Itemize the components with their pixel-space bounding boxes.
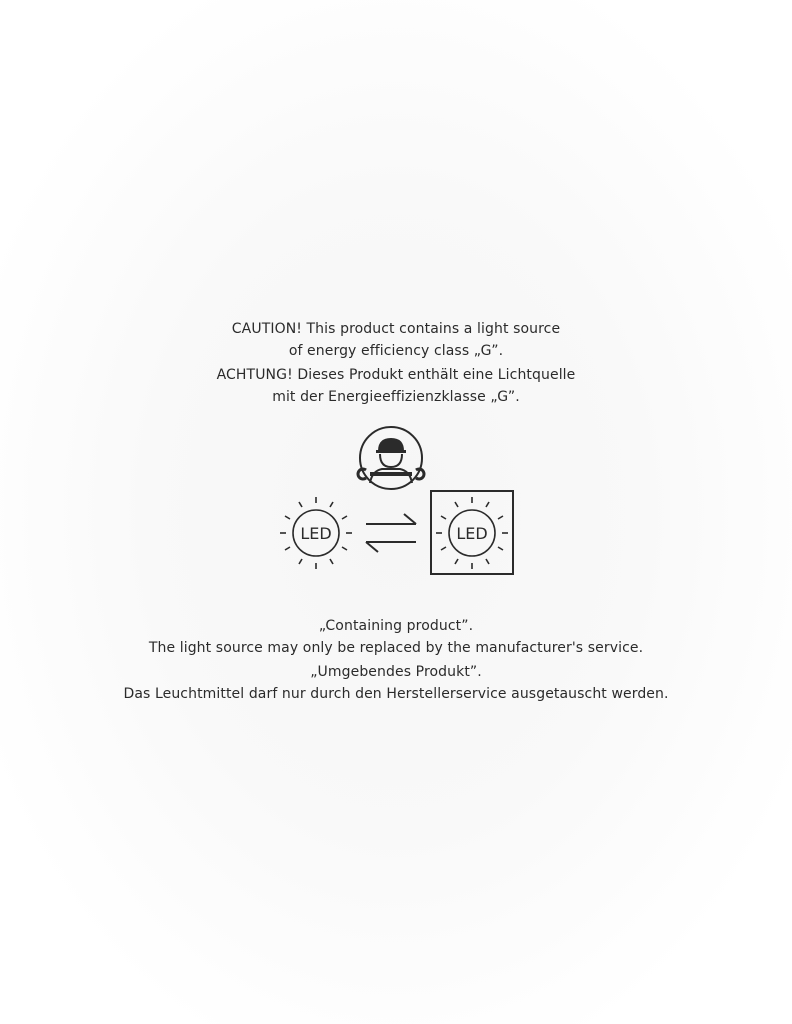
- technician-wrench-icon: [358, 427, 424, 489]
- notice-en-line2: The light source may only be replaced by the manufacturer's service.: [148, 640, 644, 656]
- led-label-right: LED: [456, 524, 488, 543]
- notice-text: [0, 615, 792, 705]
- caution-de-line2: mit der Energieeffizienzklasse „G”.: [272, 389, 520, 405]
- swap-arrows-icon: [366, 514, 416, 552]
- notice-de-line1: „Umgebendes Produkt”.: [310, 664, 482, 680]
- caution-en-line1: CAUTION! This product contains a light source: [231, 321, 561, 337]
- caution-de-line1: ACHTUNG! Dieses Produkt enthält eine Lichtquelle: [216, 367, 576, 383]
- notice-en-line1: „Containing product”.: [318, 618, 474, 634]
- led-label-left: LED: [300, 524, 332, 543]
- caution-text: [0, 318, 792, 408]
- caution-en-line2: of energy efficiency class „G”.: [288, 343, 504, 359]
- replacement-diagram: [270, 425, 522, 580]
- notice-de-line2: Das Leuchtmittel darf nur durch den Herstellerservice ausgetauscht werden.: [123, 686, 669, 702]
